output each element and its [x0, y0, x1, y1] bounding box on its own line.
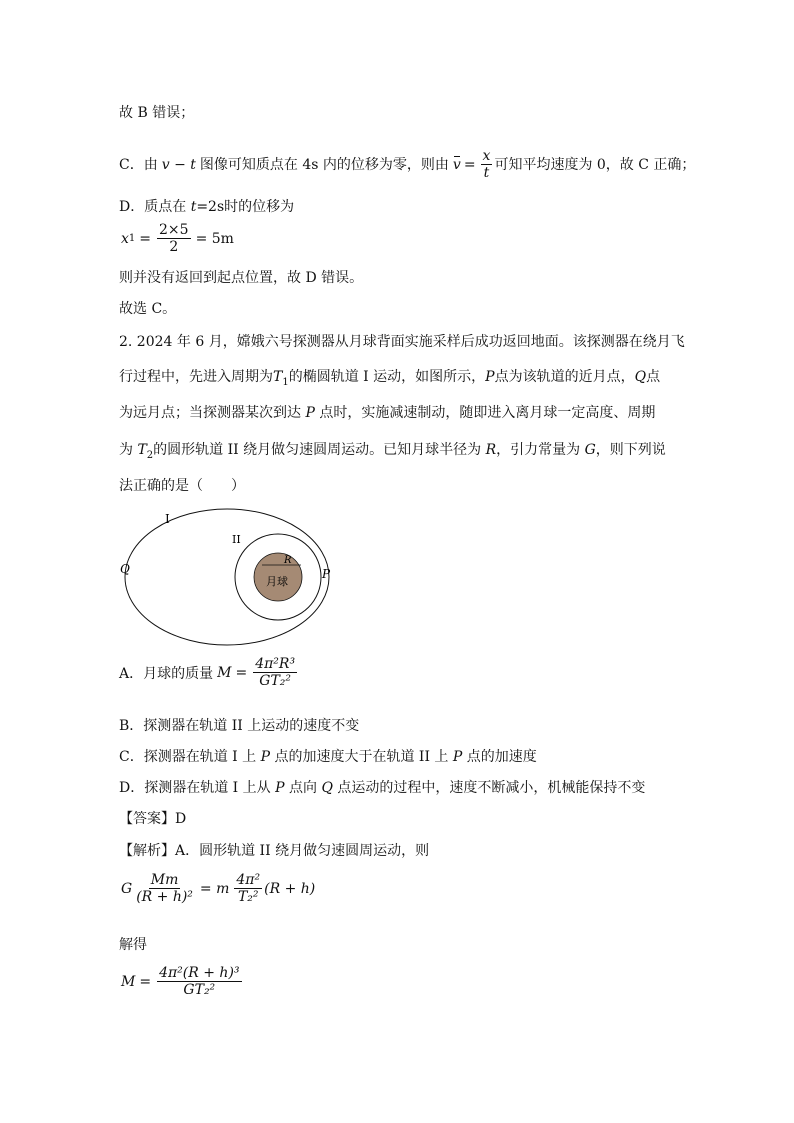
text-line: 解得: [119, 937, 147, 953]
text: 点向: [284, 780, 322, 796]
fraction: [234, 872, 262, 905]
label-p: P: [322, 567, 331, 581]
fraction-x-over-t: [481, 148, 493, 181]
text: 行过程中，先进入周期为: [119, 369, 273, 385]
question-2-line-5: 法正确的是（ ）: [119, 478, 245, 494]
denominator: 2: [169, 239, 179, 255]
option-b: B．探测器在轨道 II 上运动的速度不变: [119, 718, 360, 734]
text: A．月球的质量: [119, 665, 214, 682]
math-sub: 2: [146, 450, 154, 461]
option-d: [119, 778, 645, 798]
text: C．由: [119, 156, 158, 173]
math-P: P: [275, 780, 285, 796]
math-eq: = m: [199, 880, 230, 897]
option-c: [119, 747, 537, 767]
math-M: M: [121, 973, 136, 990]
math-tail: (R + h): [264, 880, 316, 897]
text: 点的加速度: [462, 749, 537, 765]
text-line: 则并没有返回到起点位置，故 D 错误。: [119, 270, 364, 286]
label-orbit-i: I: [165, 512, 170, 526]
math-T: T: [137, 442, 147, 458]
numerator: 4π²R³: [255, 656, 296, 672]
numerator: 4π²: [236, 872, 261, 888]
math-P: P: [260, 749, 271, 765]
text: =2s时的位移为: [196, 199, 295, 215]
text: 为: [119, 442, 138, 458]
denominator: GT₂²: [259, 673, 292, 689]
fraction: [157, 965, 241, 998]
text: D．质点在: [119, 199, 191, 215]
numerator: 2×5: [159, 222, 189, 238]
math-vt: v − t: [161, 156, 196, 173]
answer: 【答案】D: [119, 811, 187, 827]
math-t: t: [190, 199, 197, 215]
analysis: 【解析】A．圆形轨道 II 绕月做匀速圆周运动，则: [119, 843, 430, 859]
math-eq: =: [139, 230, 152, 247]
label-r: R: [284, 555, 292, 566]
text: D．探测器在轨道 I 上从: [119, 780, 276, 796]
label-moon: 月球: [266, 575, 288, 588]
text: 图像可知质点在 4s 内的位移为零，则由: [199, 156, 449, 173]
question-2-line-3: [119, 403, 655, 423]
math-Q: Q: [634, 369, 647, 385]
math-sub: 1: [128, 233, 136, 244]
math-sub: 1: [282, 377, 289, 388]
math-G: G: [121, 880, 133, 897]
question-2-line-2: [119, 367, 660, 393]
equation-mass: [121, 965, 244, 998]
option-c-explanation: [119, 148, 695, 181]
equation-gravitation: [121, 872, 315, 905]
text: 点时，实施减速制动，随即进入离月球一定高度、周期: [314, 405, 656, 421]
text: 可知平均速度为 0，故 C 正确；: [494, 156, 696, 173]
text: 点: [646, 369, 661, 385]
text: C．探测器在轨道 I 上: [119, 749, 261, 765]
orbit-diagram: [115, 505, 340, 655]
text-line: 故 B 错误；: [119, 105, 195, 121]
math-M: M: [217, 664, 232, 681]
math-eq: =: [139, 973, 152, 990]
question-2-line-4: [119, 440, 666, 466]
denominator: GT₂²: [183, 982, 216, 998]
numerator: Mm: [150, 872, 179, 888]
fraction: [253, 656, 297, 689]
text: 点运动的过程中，速度不断减小，机械能保持不变: [332, 780, 646, 796]
text: 的椭圆轨道 I 运动，如图所示，: [288, 369, 486, 385]
math-R: R: [485, 442, 497, 458]
denominator: (R + h)²: [136, 889, 193, 905]
math-eq: =: [463, 156, 476, 173]
denominator: t: [483, 165, 490, 181]
denominator: T₂²: [237, 889, 259, 905]
text-line: 故选 C。: [119, 301, 177, 317]
label-q: Q: [120, 562, 130, 576]
math-G: G: [584, 442, 596, 458]
math-eq: =: [235, 664, 248, 681]
math-T: T: [273, 369, 283, 385]
text: 点为该轨道的近月点，: [494, 369, 635, 385]
option-a: [119, 656, 299, 689]
math-vbar: v: [452, 156, 461, 173]
text: ，引力常量为: [496, 442, 585, 458]
question-2-line-1: 2. 2024 年 6 月，嫦娥六号探测器从月球背面实施采样后成功返回地面。该探测器在绕月飞: [119, 334, 685, 350]
text: 点的加速度大于在轨道 II 上: [270, 749, 453, 765]
math-x: x: [121, 230, 129, 247]
math-P: P: [452, 749, 463, 765]
math-P: P: [305, 405, 315, 421]
equation-x1: [121, 222, 234, 255]
math-result: = 5m: [195, 230, 234, 247]
math-Q: Q: [321, 780, 333, 796]
math-P: P: [485, 369, 495, 385]
text: 为远月点；当探测器某次到达: [119, 405, 306, 421]
text: ，则下列说: [595, 442, 666, 458]
fraction: [134, 872, 195, 905]
numerator: x: [482, 148, 491, 164]
numerator: 4π²(R + h)³: [159, 965, 240, 981]
option-d-explanation: [119, 197, 294, 217]
text: 的圆形轨道 II 绕月做匀速圆周运动。已知月球半径为: [153, 442, 486, 458]
label-orbit-ii: II: [232, 533, 241, 546]
fraction: [157, 222, 191, 255]
